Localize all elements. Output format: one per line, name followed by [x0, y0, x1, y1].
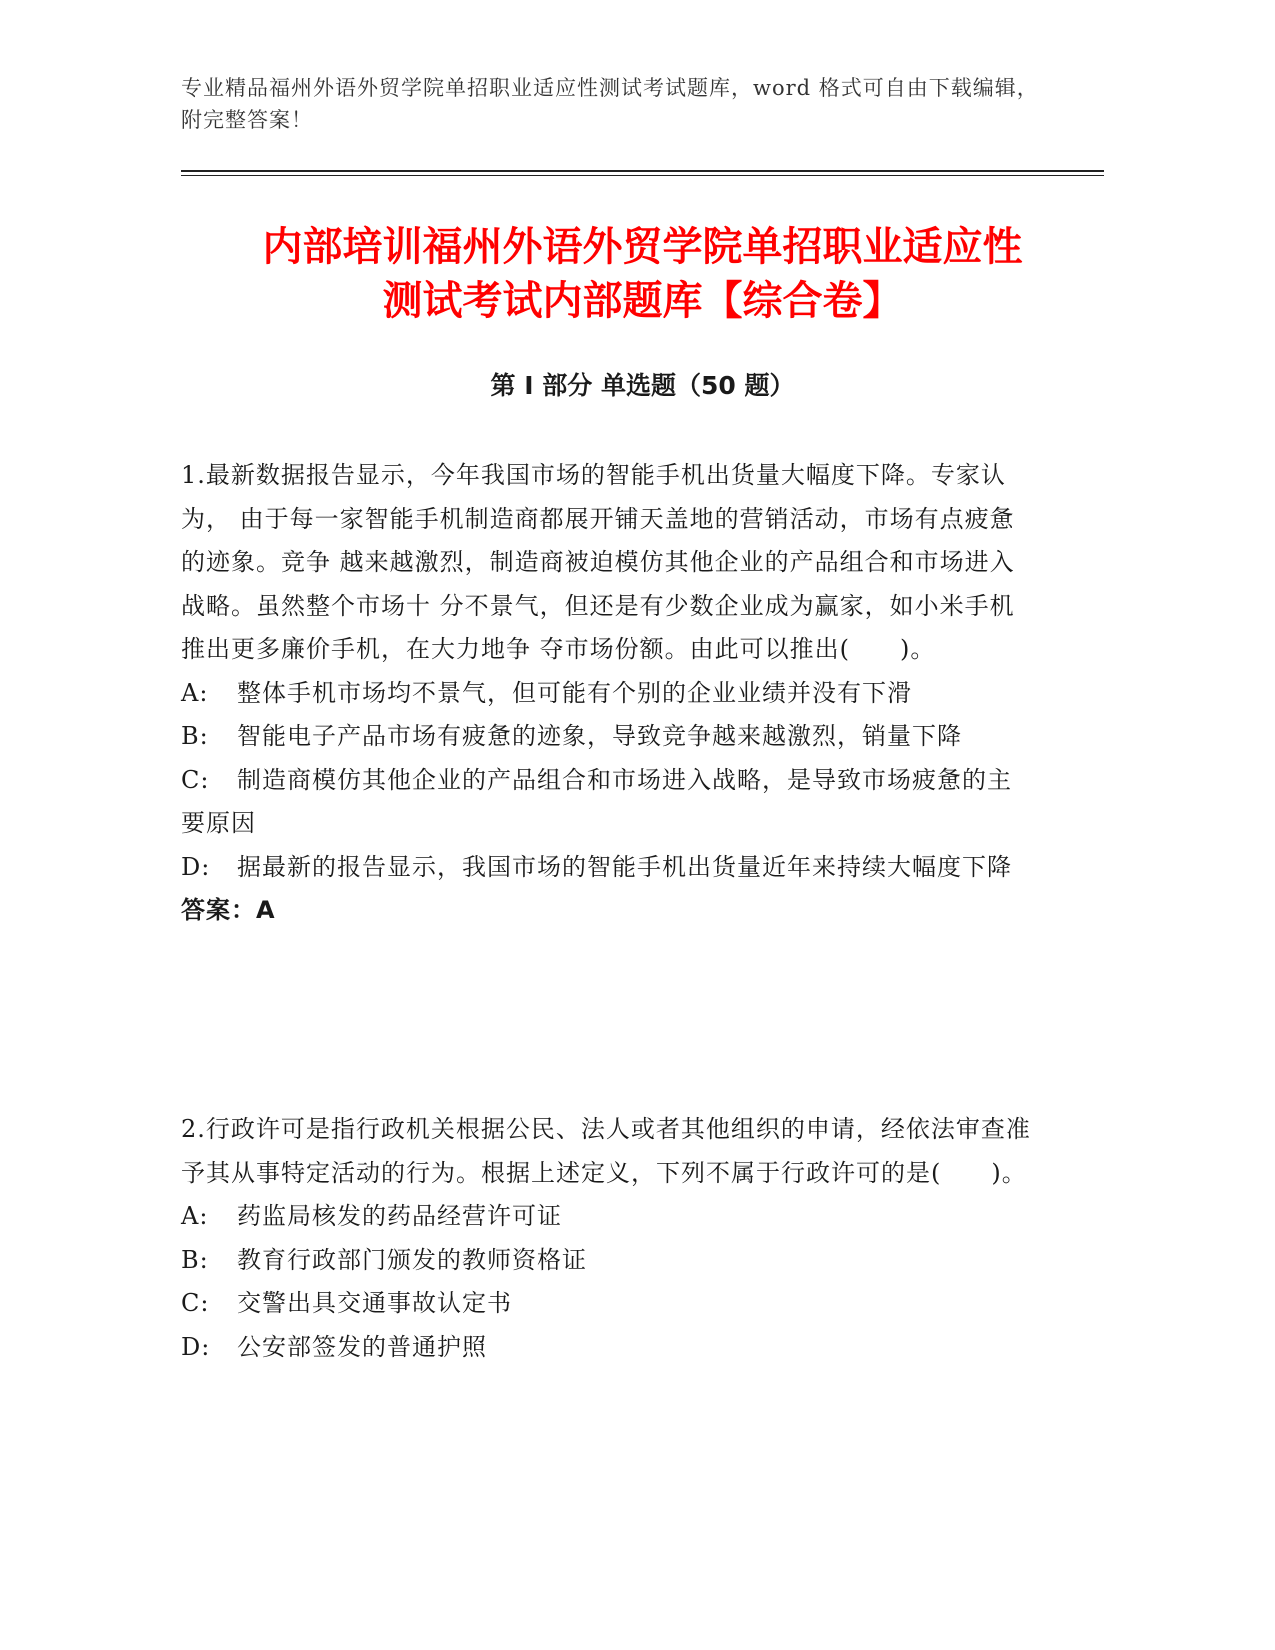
question-stem: 2.行政许可是指行政机关根据公民、法人或者其他组织的申请，经依法审查准予其从事特定活动的行为。根据上述定义，下列不属于行政许可的是( )。	[181, 1115, 1031, 1187]
option-letter: A:	[181, 678, 209, 707]
option-letter: D:	[181, 1332, 211, 1361]
title-line-1: 内部培训福州外语外贸学院单招职业适应性	[262, 224, 1023, 270]
option-b	[181, 1239, 1031, 1283]
option-d	[181, 1326, 1031, 1370]
header-rule-thick	[181, 170, 1104, 172]
question-2	[181, 1108, 1031, 1369]
option-letter: B:	[181, 1245, 209, 1274]
option-text: 公安部签发的普通护照	[237, 1332, 487, 1361]
option-text: 交警出具交通事故认定书	[237, 1289, 512, 1317]
question-stem: 1.最新数据报告显示，今年我国市场的智能手机出货量大幅度下降。专家认为， 由于每一家智能手机制造商都展开铺天盖地的营销活动，市场有点疲惫的迹象。竞争 越来越激烈，制造商被迫模仿其他企业的产品组合和市场进入战略。虽然整个市场十 分不景气，但还是有少数企业成为赢家，如小米手机推出更多廉价手机，在大力地争 夺市场份额。由此可以推出( )。	[181, 461, 1015, 663]
section-title: 第 I 部分 单选题（50 题）	[490, 371, 795, 400]
header-note: 专业精品福州外语外贸学院单招职业适应性测试考试题库，word 格式可自由下载编辑，附完整答案！	[181, 76, 1039, 132]
title-line-2: 测试考试内部题库【综合卷】	[382, 278, 903, 324]
option-text: 药监局核发的药品经营许可证	[237, 1202, 562, 1230]
header-rule-thin	[181, 175, 1104, 176]
option-b	[181, 715, 1031, 759]
option-text: 整体手机市场均不景气，但可能有个别的企业业绩并没有下滑	[237, 678, 912, 707]
option-text: 制造商模仿其他企业的产品组合和市场进入战略，是导致市场疲惫的主要原因	[181, 765, 1012, 837]
option-d	[181, 846, 1031, 890]
option-letter: D:	[181, 852, 211, 881]
option-letter: C:	[181, 1289, 210, 1317]
option-a	[181, 1195, 1031, 1239]
option-text: 教育行政部门颁发的教师资格证	[237, 1245, 587, 1274]
option-text: 智能电子产品市场有疲惫的迹象，导致竞争越来越激烈，销量下降	[237, 722, 962, 750]
option-c	[181, 1282, 1031, 1326]
option-text: 据最新的报告显示，我国市场的智能手机出货量近年来持续大幅度下降	[237, 852, 1012, 881]
option-letter: C:	[181, 765, 210, 794]
option-letter: B:	[181, 722, 209, 750]
option-a	[181, 672, 1031, 716]
option-c	[181, 759, 1031, 846]
question-1	[181, 454, 1031, 933]
answer-line: 答案：A	[181, 896, 276, 924]
option-letter: A:	[181, 1202, 209, 1230]
document-title	[181, 220, 1104, 328]
